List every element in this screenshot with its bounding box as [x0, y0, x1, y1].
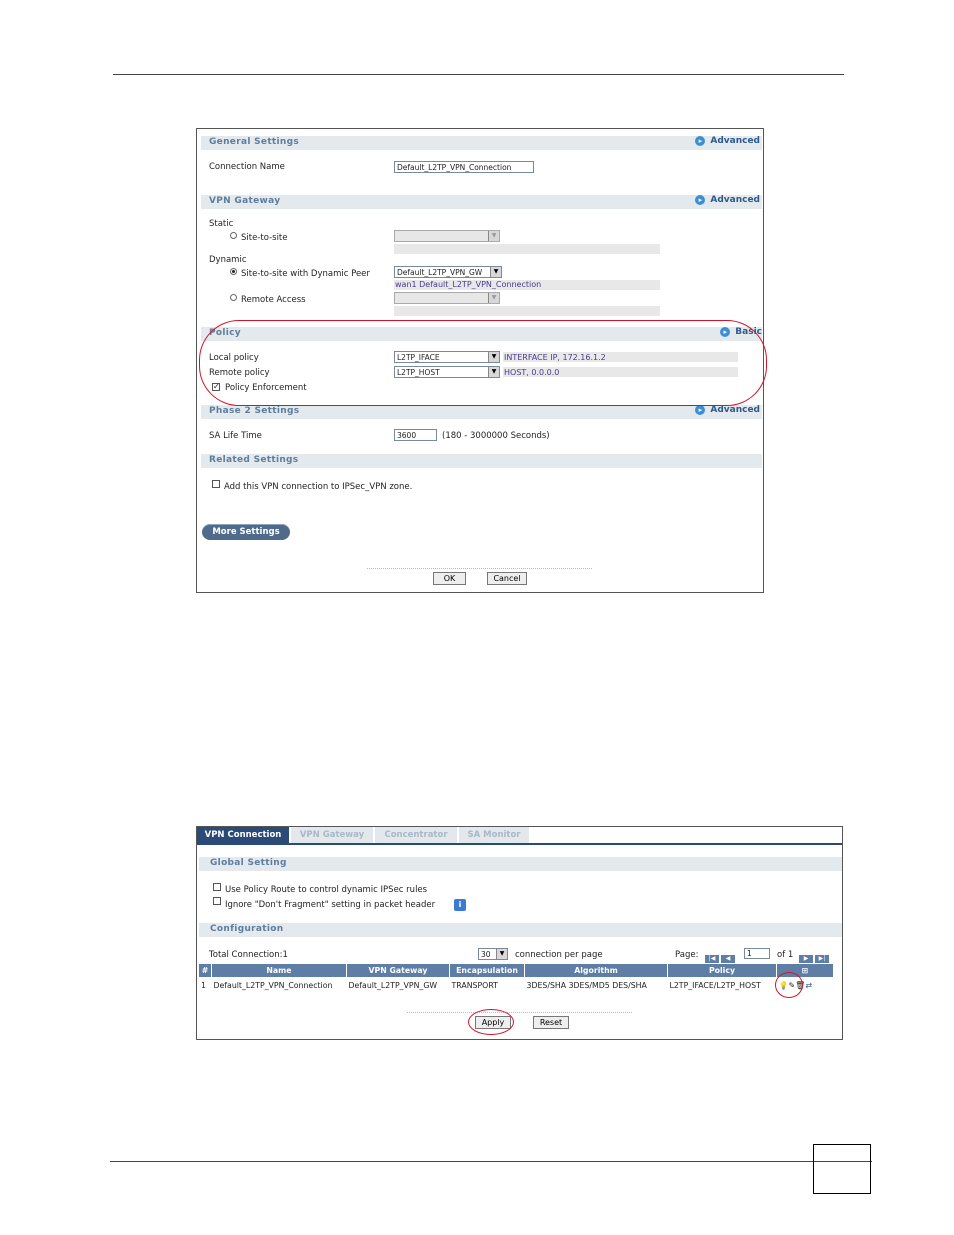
dynamic-peer-radio[interactable]	[230, 268, 237, 275]
connection-name-input[interactable]: Default_L2TP_VPN_Connection	[394, 161, 534, 173]
site-to-site-select	[394, 230, 500, 242]
cell-name: Default_L2TP_VPN_Connection	[213, 980, 333, 990]
general-settings-header	[201, 136, 762, 150]
cancel-button[interactable]: Cancel	[487, 572, 527, 585]
advanced-icon: ▸	[695, 136, 705, 146]
policy-enforcement-checkbox[interactable]: ✓	[213, 382, 220, 391]
chevron-down-icon: ▼	[488, 293, 499, 303]
global-setting-header	[199, 857, 842, 871]
button-separator	[367, 568, 592, 569]
local-policy-label: Local policy	[209, 353, 259, 363]
ipsec-zone-label: Add this VPN connection to IPSec_VPN zone.	[224, 482, 413, 492]
vpn-connection-list-screen	[196, 826, 843, 1040]
policy-title: Policy	[209, 328, 241, 338]
chevron-down-icon: ▼	[496, 949, 507, 959]
tab-vpn-connection[interactable]: VPN Connection	[197, 827, 291, 843]
remote-access-select	[394, 292, 500, 304]
policy-enforcement-label: Policy Enforcement	[225, 383, 307, 393]
ok-button[interactable]: OK	[433, 572, 466, 585]
advanced-label: Advanced	[710, 195, 760, 205]
table-header-row	[199, 964, 834, 977]
page-label: Page:	[675, 950, 699, 960]
tab-strip	[197, 843, 842, 845]
policy-highlight-oval	[199, 320, 767, 406]
remote-access-label: Remote Access	[241, 295, 306, 305]
ignore-fragment-checkbox[interactable]	[213, 897, 221, 905]
chevron-down-icon: ▼	[488, 367, 499, 377]
per-page-label: connection per page	[515, 950, 603, 960]
sa-life-time-hint: (180 - 3000000 Seconds)	[442, 431, 550, 441]
vpn-gateway-title: VPN Gateway	[209, 196, 281, 206]
table-row[interactable]	[199, 977, 834, 993]
dynamic-label: Dynamic	[209, 255, 247, 265]
reset-button[interactable]: Reset	[533, 1016, 569, 1029]
advanced-label: Advanced	[710, 136, 760, 146]
basic-label: Basic	[735, 327, 762, 337]
lightbulb-icon[interactable]: 💡	[778, 980, 789, 990]
general-advanced-link[interactable]	[695, 136, 760, 146]
col-encapsulation: Encapsulation	[450, 964, 525, 977]
tab-bar	[197, 827, 531, 843]
dynamic-peer-label: Site-to-site with Dynamic Peer	[241, 269, 370, 279]
site-to-site-label: Site-to-site	[241, 233, 288, 243]
chevron-down-icon: ▼	[488, 231, 499, 241]
gateway-advanced-link[interactable]	[695, 195, 760, 205]
col-number: #	[199, 964, 212, 977]
per-page-value: 30	[481, 950, 491, 959]
add-icon[interactable]: ⊞	[801, 966, 809, 975]
remote-policy-info: HOST, 0.0.0.0	[504, 368, 560, 377]
col-vpn-gateway: VPN Gateway	[347, 964, 450, 977]
ipsec-zone-checkbox[interactable]	[212, 480, 220, 488]
connect-icon[interactable]: ⇄	[805, 980, 813, 990]
connection-name-label: Connection Name	[209, 162, 285, 172]
cell-algorithm: 3DES/SHA 3DES/MD5 DES/SHA	[526, 980, 647, 990]
remote-policy-value: L2TP_HOST	[397, 368, 440, 377]
page-number-box	[813, 1144, 871, 1194]
ignore-fragment-label: Ignore "Don't Fragment" setting in packet header	[225, 900, 436, 910]
phase2-header	[201, 405, 762, 419]
chevron-down-icon: ▼	[488, 352, 499, 362]
cell-gateway: Default_L2TP_VPN_GW	[348, 980, 438, 990]
policy-route-label: Use Policy Route to control dynamic IPSec rules	[225, 885, 428, 895]
remote-access-info-bar	[394, 306, 660, 316]
tab-concentrator[interactable]: Concentrator	[375, 827, 459, 843]
cell-policy: L2TP_IFACE/L2TP_HOST	[669, 980, 761, 990]
phase2-title: Phase 2 Settings	[209, 406, 300, 416]
site-to-site-info-bar	[394, 244, 660, 254]
info-icon[interactable]: i	[454, 899, 466, 911]
remote-access-radio[interactable]	[230, 294, 237, 301]
advanced-label: Advanced	[710, 405, 760, 415]
col-policy: Policy	[668, 964, 777, 977]
global-setting-title: Global Setting	[210, 858, 287, 868]
col-name: Name	[212, 964, 347, 977]
basic-icon: ▸	[720, 327, 730, 337]
vpn-gateway-header	[201, 195, 762, 209]
apply-button[interactable]: Apply	[475, 1016, 511, 1029]
static-label: Static	[209, 219, 234, 229]
sa-life-time-input[interactable]: 3600	[394, 429, 437, 441]
tab-vpn-gateway[interactable]: VPN Gateway	[291, 827, 375, 843]
related-settings-header	[201, 454, 762, 468]
connection-table	[199, 964, 834, 993]
apply-separator	[407, 1012, 632, 1013]
sa-life-time-label: SA Life Time	[209, 431, 262, 441]
page-input[interactable]: 1	[744, 948, 770, 959]
advanced-icon: ▸	[695, 405, 705, 415]
next-page-icon[interactable]: ▶	[799, 955, 813, 963]
delete-icon[interactable]: 🗑	[795, 980, 806, 990]
policy-route-checkbox[interactable]	[213, 883, 221, 891]
apply-highlight-oval	[468, 1009, 514, 1035]
local-policy-info: INTERFACE IP, 172.16.1.2	[504, 353, 606, 362]
general-settings-title: General Settings	[209, 137, 300, 147]
advanced-icon: ▸	[695, 195, 705, 205]
top-rule	[113, 74, 844, 75]
remote-policy-label: Remote policy	[209, 368, 270, 378]
cell-number: 1	[201, 980, 206, 990]
page-of-label: of 1	[777, 950, 794, 960]
total-connection-label: Total Connection:1	[209, 950, 288, 960]
configuration-title: Configuration	[210, 924, 284, 934]
cell-encapsulation: TRANSPORT	[451, 980, 498, 990]
dynamic-peer-value: Default_L2TP_VPN_GW	[397, 268, 483, 277]
site-to-site-radio[interactable]	[230, 232, 237, 239]
lightbulb-highlight-oval	[775, 972, 806, 998]
configuration-header	[199, 923, 842, 937]
col-algorithm: Algorithm	[525, 964, 668, 977]
last-page-icon[interactable]: ▶|	[815, 955, 829, 963]
related-settings-title: Related Settings	[209, 455, 299, 465]
tab-sa-monitor[interactable]: SA Monitor	[459, 827, 531, 843]
local-policy-value: L2TP_IFACE	[397, 353, 440, 362]
first-page-icon[interactable]: |◀	[705, 955, 719, 963]
chevron-down-icon: ▼	[490, 267, 501, 277]
edit-icon[interactable]: ✎	[788, 980, 796, 990]
phase2-advanced-link[interactable]	[695, 405, 760, 415]
more-settings-button[interactable]: More Settings	[202, 524, 290, 540]
dynamic-peer-select[interactable]	[394, 266, 502, 278]
per-page-select[interactable]	[478, 948, 508, 960]
bottom-rule	[110, 1161, 872, 1162]
dynamic-peer-info: wan1 Default_L2TP_VPN_Connection	[395, 280, 542, 289]
prev-page-icon[interactable]: ◀	[721, 955, 735, 963]
